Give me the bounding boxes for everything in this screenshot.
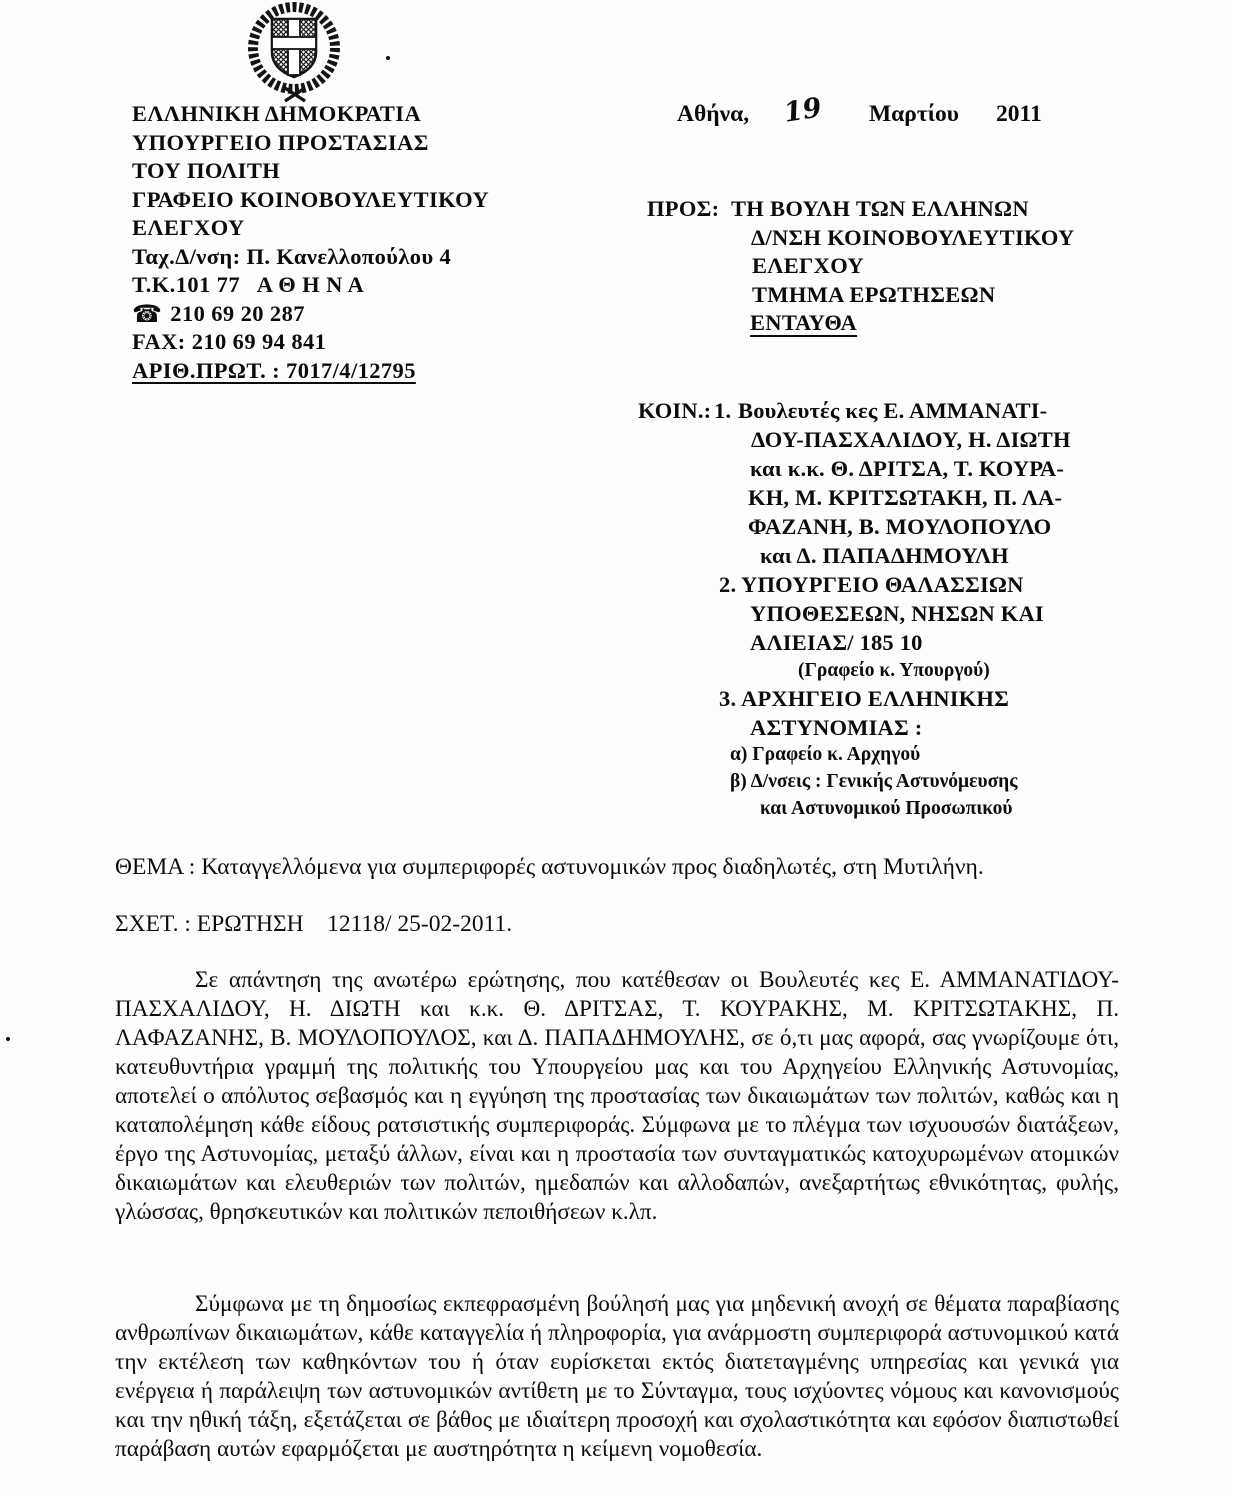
sender-fax: FAX: 210 69 94 841 [132,329,327,354]
date-month: Μαρτίου [869,101,959,127]
sender-block [132,100,602,385]
body-paragraph-1: Σε απάντηση της ανωτέρω ερώτησης, που κατέθεσαν οι Βουλευτές κες Ε. ΑΜΜΑΝΑΤΙΔΟΥ-ΠΑΣΧΑΛΙΔΟΥ, Η. ΔΙΩΤΗ και κ.κ. Θ. ΔΡΙΤΣΑΣ, Τ. ΚΟΥΡΑΚΗΣ, Μ. ΚΡΙΤΣΩΤΑΚΗΣ, Π. ΛΑΦΑΖΑΝΗΣ, Β. ΜΟΥΛΟΠΟΥΛΟΣ, και Δ. ΠΑΠΑΔΗΜΟΥΛΗΣ, σε ό,τι μας αφορά, σας γνωρίζουμε ότι, κατευθυντήρια γραμμή της πολιτικής του Υπουργείου μας και του Αρχηγείου Ελληνικής Αστυνομίας, αποτελεί ο απόλυτος σεβασμός και η εγγύηση της προστασίας των δικαιωμάτων των πολιτών, καθώς και η καταπολέμηση κάθε είδους ρατσιστικής συμπεριφοράς. Σύμφωνα με το πλέγμα των ισχυουσών διατάξεων, έργο της Αστυνομίας, μεταξύ άλλων, είναι και η προστασία των συνταγματικώς κατοχυρωμένων ατομικών δικαιωμάτων και ελευθεριών των πολιτών, ημεδαπών και αλλοδαπών, ανεξαρτήτως εθνικότητας, φυλής, γλώσσας, θρησκευτικών και πολιτικών πεποιθήσεων κ.λπ. [115,967,1119,1225]
sender-ministry-2: ΤΟΥ ΠΟΛΙΤΗ [132,158,281,183]
recipient-block [647,196,1117,346]
recipient-label: ΠΡΟΣ: [647,196,720,221]
cc-item-line: και κ.κ. Θ. ΔΡΙΤΣΑ, Τ. ΚΟΥΡΑ- [750,456,1065,481]
sender-ministry: ΥΠΟΥΡΓΕΙΟ ΠΡΟΣΤΑΣΙΑΣ [132,129,429,155]
cc-item-line: ΑΛΙΕΙΑΣ/ 185 10 [750,630,923,655]
recipient-line: Δ/ΝΣΗ ΚΟΙΝΟΒΟΥΛΕΥΤΙΚΟΥ [751,225,1075,250]
sender-phone-number: 210 69 20 287 [170,300,305,326]
cc-item-line: ΑΡΧΗΓΕΙΟ ΕΛΛΗΝΙΚΗΣ [741,686,1010,711]
recipient-line: ΤΗ ΒΟΥΛΗ ΤΩΝ ΕΛΛΗΝΩΝ [731,196,1029,221]
cc-item-line: ΑΣΤΥΝΟΜΙΑΣ : [750,715,923,740]
cc-item-number: 3. [719,686,737,711]
cc-item-number: 1. [714,398,732,423]
reference-text: ΕΡΩΤΗΣΗ 12118/ 25-02-2011. [196,911,513,937]
scan-artifact-dot [386,56,390,60]
sender-office-2: ΕΛΕΓΧΟΥ [132,215,245,240]
cc-item-subline: και Αστυνομικού Προσωπικού [760,798,1013,819]
sender-office: ΓΡΑΦΕΙΟ ΚΟΙΝΟΒΟΥΛΕΥΤΙΚΟΥ [132,186,490,212]
sender-postal-city: Τ.Κ.101 77 Α Θ Η Ν Α [132,272,365,297]
recipient-line: ΕΛΕΓΧΟΥ [752,253,864,278]
cc-item-line: ΥΠΟΘΕΣΕΩΝ, ΝΗΣΩΝ ΚΑΙ [750,601,1044,626]
cc-label: ΚΟΙΝ.: [638,398,712,423]
cc-item-line: και Δ. ΠΑΠΑΔΗΜΟΥΛΗ [760,543,1009,568]
subject-text: Καταγγελλόμενα για συμπεριφορές αστυνομικών προς διαδηλωτές, στη Μυτιλήνη. [201,854,984,880]
date-year: 2011 [996,101,1042,127]
dateline [677,92,1107,141]
cc-item-line: ΔΟΥ-ΠΑΣΧΑΛΙΔΟΥ, Η. ΔΙΩΤΗ [751,427,1071,452]
date-city: Αθήνα, [677,101,750,127]
recipient-line-underlined: ΕΝΤΑΥΘΑ [750,310,858,335]
telephone-icon: ☎ [132,299,163,328]
recipient-line: ΤΜΗΜΑ ΕΡΩΤΗΣΕΩΝ [752,282,996,307]
cc-item-line: ΥΠΟΥΡΓΕΙΟ ΘΑΛΑΣΣΙΩΝ [741,572,1024,597]
cc-item-line: Βουλευτές κες Ε. ΑΜΜΑΝΑΤΙ- [738,398,1048,423]
sender-country: ΕΛΛΗΝΙΚΗ ΔΗΜΟΚΡΑΤΙΑ [132,101,422,126]
sender-address: Ταχ.Δ/νση: Π. Κανελλοπούλου 4 [132,243,452,269]
reference-line [115,911,1125,938]
cc-item-number: 2. [719,572,737,597]
subject-line [115,854,1125,881]
sender-phone-row [132,300,602,329]
subject-label: ΘΕΜΑ : [115,854,196,880]
cc-item-subline: β) Δ/νσεις : Γενικής Αστυνόμευσης [730,771,1018,792]
cc-item-line: ΚΗ, Μ. ΚΡΙΤΣΩΤΑΚΗ, Π. ΛΑ- [748,485,1063,510]
national-emblem-icon [246,2,343,103]
protocol-number: ΑΡΙΘ.ΠΡΩΤ. : 7017/4/12795 [132,357,416,383]
cc-item-subline: α) Γραφείο κ. Αρχηγού [730,744,921,765]
date-day-handwritten: 19 [781,92,824,129]
body-paragraph-2: Σύμφωνα με τη δημοσίως εκπεφρασμένη βούλησή μας για μηδενική ανοχή σε θέματα παραβίασης ανθρωπίνων δικαιωμάτων, κάθε καταγγελία ή πληροφορία, για ανάρμοστη συμπεριφορά αστυνομικού κατά την εκτέλεση των καθηκόντων του ή όταν ευρίσκεται εκτός διατεταγμένης υπηρεσίας και γενικά για ενέργεια ή παράλειψη των αστυνομικών αντίθετη με το Σύνταγμα, τους ισχύοντες νόμους και κανονισμούς και την ηθική τάξη, εξετάζεται σε βάθος με ιδιαίτερη προσοχή και σχολαστικότητα και εφόσον διαπιστωθεί παράβαση αυτών εφαρμόζεται με αυστηρότητα η κείμενη νομοθεσία. [115,1291,1119,1462]
reference-label: ΣΧΕΤ. : [115,911,191,937]
cc-item-line: ΦΑΖΑΝΗ, Β. ΜΟΥΛΟΠΟΥΛΟ [748,514,1052,539]
cc-item-note: (Γραφείο κ. Υπουργού) [798,660,990,681]
cc-block [638,395,1118,825]
scan-artifact-dot [6,1037,10,1041]
